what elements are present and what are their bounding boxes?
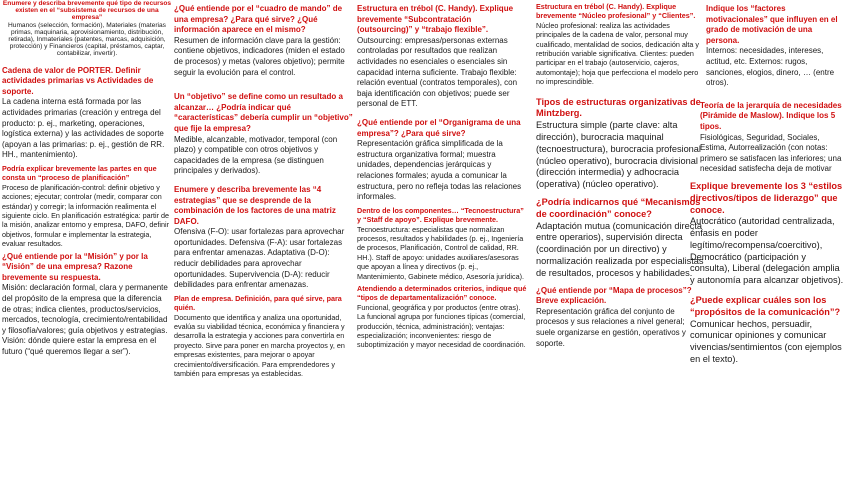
answer-text: Adaptación mutua (comunicación directa entre operarios), supervisión directa (coordinación por un directivo) y normalización realizada por especialistas de resultados, procesos y habilidades. <box>536 220 704 278</box>
qa-block <box>536 197 704 280</box>
question-heading: Un “objetivo” se define como un resultado a alcanzar… ¿Podría indicar qué “características” debería cumplir un “objetivo” que fije la empresa? <box>174 92 353 133</box>
answer-text: Internos: necesidades, intereses, actitud, etc. Externos: rugos, sanciones, elogios, dinero, … (entre otros). <box>706 46 835 88</box>
answer-text: Outsourcing: empresas/personas externas controladas por resultados que realizan actividades no esenciales o esenciales sin capacidad interna suficiente. Trabajo flexible: relación eventual (contratos temporales), con baja identificación con objetivos; puede ser personal de ETT. <box>357 35 518 109</box>
column-2 <box>174 4 354 477</box>
question-heading: Tipos de estructuras organizativas de Mintzberg. <box>536 96 701 119</box>
qa-block <box>357 4 529 110</box>
answer-text: Núcleo profesional: realiza las actividades principales de la cadena de valor, personal muy cualificado, mentalidad de socios, dedicación alta y retribución variable significativa. Clientes: pueden participar en el trabajo (autoservicio, cajeros, automontaje); hoja que perfecciona el modelo pero no imprescindible. <box>536 20 700 87</box>
question-heading: Indique los “factores motivacionales” que influyen en el grado de motivación de una persona. <box>706 4 838 45</box>
question-heading: ¿Qué entiende por la “Misión” y por la “Visión” de una empresa? Razone brevemente su respuesta. <box>2 251 148 282</box>
question-heading: Estructura en trébol (C. Handy). Explique brevemente “Subcontratación (outsourcing)” y “trabajo flexible”. <box>357 4 514 35</box>
qa-block <box>357 284 529 350</box>
qa-block <box>174 4 354 78</box>
answer-text: Proceso de planificación-control: definir objetivo y acciones; ejecutar; controlar (medir, comparar con estándar) y corregir; la información realimenta el siguiente ciclo. En planificación estratégica: partir de la misión, analizar entorno y empresa, DAFO, definir objetivos, formular e implementar la estrategia, evaluar resultados. <box>2 182 170 249</box>
qa-block <box>2 252 172 358</box>
answer-text: Fisiológicas, Seguridad, Sociales, Estima, Autorrealización (con notas: primero se satisfacen las inferiores; una necesidad satisfecha deja de motivar <box>700 132 842 174</box>
qa-block <box>2 164 172 249</box>
question-heading: ¿Qué entiende por “Mapa de procesos”? Breve explicación. <box>536 285 692 306</box>
question-heading: ¿Qué entiende por el “cuadro de mando” de una empresa? ¿Para qué sirve? ¿Qué información aparece en el mismo? <box>174 4 343 35</box>
question-heading: Plan de empresa. Definición, para qué sirve, para quién. <box>174 293 342 313</box>
question-heading: Cadena de valor de PORTER. Definir actividades primarias vs Actividades de soporte. <box>2 65 154 96</box>
question-heading: Enumere y describa brevemente qué tipo de recursos existen en el “subsistema de recursos de una empresa” <box>2 0 172 22</box>
qa-block <box>690 4 846 89</box>
question-heading: ¿Puede explicar cuáles son los “propósitos de la comunicación”? <box>690 295 841 317</box>
answer-text: Representación gráfica del conjunto de procesos y sus relaciones a nivel general; suele organizarse en gestión, operativos y soporte. <box>536 306 686 348</box>
qa-block <box>690 295 846 366</box>
answer-text: Documento que identifica y analiza una oportunidad, evalúa su viabilidad técnica, económica y financiera y desarrolla la estrategia y acciones para convertirla en proyecto. Sirve para poner en marcha proyectos y, en empresas existentes, para mejorar o apoyar crecimiento/diversificación. Para emprendedores y también para empresas ya establecidas. <box>174 312 345 379</box>
answer-text: Humanos (selección, formación), Materiales (materias primas, maquinaria, aprovisionamiento, distribución, retirada), Inmateriales (patentes, marcas, adquisición, protección) y Financieros (capital, préstamos, captar, contabilizar, invertir). <box>8 21 166 58</box>
answer-text: Ofensiva (F-O): usar fortalezas para aprovechar oportunidades. Defensiva (F-A): usar fortalezas para enfrentar amenazas. Adaptativa (D-O): reducir debilidades para aprovechar oportunidades. Supervivencia (D-A): reducir debilidades para enfrentar amenazas. <box>174 227 345 290</box>
column-4 <box>536 2 704 477</box>
answer-text: Estructura simple (parte clave: alta dirección), burocracia maquinal (tecnoestructura), burocracia profesional (núcleo operativo), burocracia divisional (dirección intermedia) y adhocracia (operativa) (núcleo operativo). <box>536 120 701 190</box>
question-heading: ¿Podría indicarnos qué “Mecanismos de coordinación” conoce? <box>536 197 701 219</box>
question-heading: Teoría de la jerarquía de necesidades (Pirámide de Maslow). Indique los 5 tipos. <box>700 100 842 131</box>
answer-text: Representación gráfica simplificada de la estructura organizativa formal; muestra unidades, dependencias jerárquicas y relaciones formales; ayuda a comunicar la estructura, pero no refleja todas las relaciones informales. <box>357 139 522 202</box>
qa-block <box>536 2 704 87</box>
question-heading: Explique brevemente los 3 “estilos directivos/tipos de liderazgo” que conoce. <box>690 180 843 215</box>
question-heading: Dentro de los componentes… “Tecnoestructura” y “Staff de apoyo”. Explique brevemente. <box>357 205 524 225</box>
qa-block <box>174 92 354 177</box>
column-5 <box>690 4 846 477</box>
qa-block <box>690 181 846 287</box>
question-heading: Enumere y describa brevemente las “4 estrategias” que se desprende de la combinación de los factores de una matriz DAFO. <box>174 184 336 226</box>
answer-text: Tecnoestructura: especialistas que normalizan procesos, resultados y habilidades (p. ej., Ingeniería de procesos, Planificación, Control de calidad, RR. HH.). Staff de apoyo: unidades auxiliares/asesoras que apoyan a línea y directivos (p. ej., Mantenimiento, Gabinete médico, Asesoría jurídica). <box>357 224 524 281</box>
question-heading: Podría explicar brevemente las partes en que consta un “proceso de planificación” <box>2 163 157 183</box>
answer-text: Funcional, geográfica y por productos (entre otras). La funcional agrupa por funciones típicas (comercial, producción, técnica, administración); ventajas: especialización; inconvenientes: riesgo de suboptimización y mayor necesidad de coordinación. <box>357 302 526 350</box>
qa-block <box>2 66 172 161</box>
question-heading: Atendiendo a determinados criterios, indique qué “tipos de departamentalización” conoce. <box>357 283 527 303</box>
answer-text: Resumen de información clave para la gestión: contiene objetivos, indicadores (miden el estado de procesos) y metas (valores objetivo); permite seguir la evolución para el control. <box>174 35 345 77</box>
qa-block <box>536 97 704 191</box>
qa-block <box>174 294 354 379</box>
column-1 <box>2 0 172 477</box>
qa-block <box>536 286 704 350</box>
qa-block <box>357 118 529 203</box>
answer-text: Comunicar hechos, persuadir, comunicar opiniones y comunicar vivencias/sentimientos (con ejemplos en el texto). <box>690 318 842 365</box>
qa-block <box>2 0 172 58</box>
question-heading: Estructura en trébol (C. Handy). Explique brevemente “Núcleo profesional” y “Clientes”. <box>536 2 696 21</box>
answer-text: Autocrático (autoridad centralizada, énfasis en poder legítimo/recompensa/coercitivo), Democrático (participación y consulta), Liberal (delegación amplia y autonomía para alcanzar objetivos). <box>690 216 844 286</box>
answer-text: Medible, alcanzable, motivador, temporal (con plazo) y compatible con otros objetivos y capacidades de la empresa (se distinguen principales y derivados). <box>174 134 338 176</box>
answer-text: La cadena interna está formada por las actividades primarias (creación y entrega del producto: p. ej., marketing, operaciones, logística externa) y las actividades de soporte (apoyan a las primarias: p. ej., gestión de RR. HH., mantenimiento). <box>2 97 165 160</box>
qa-block <box>357 206 529 281</box>
question-heading: ¿Qué entiende por el “Organigrama de una empresa”? ¿Para qué sirve? <box>357 117 521 138</box>
answer-text: Misión: declaración formal, clara y permanente del propósito de la empresa que la diferencia de otras; indica clientes, productos/servicios, mercados, tecnología, crecimiento/rentabilidad y filosofía/valores; guía objetivos y estrategias. Visión: dónde quiere estar la empresa en el futuro (“qué queremos llegar a ser”). <box>2 283 168 356</box>
qa-block <box>174 185 354 291</box>
column-3 <box>357 4 529 477</box>
qa-block <box>690 101 846 175</box>
